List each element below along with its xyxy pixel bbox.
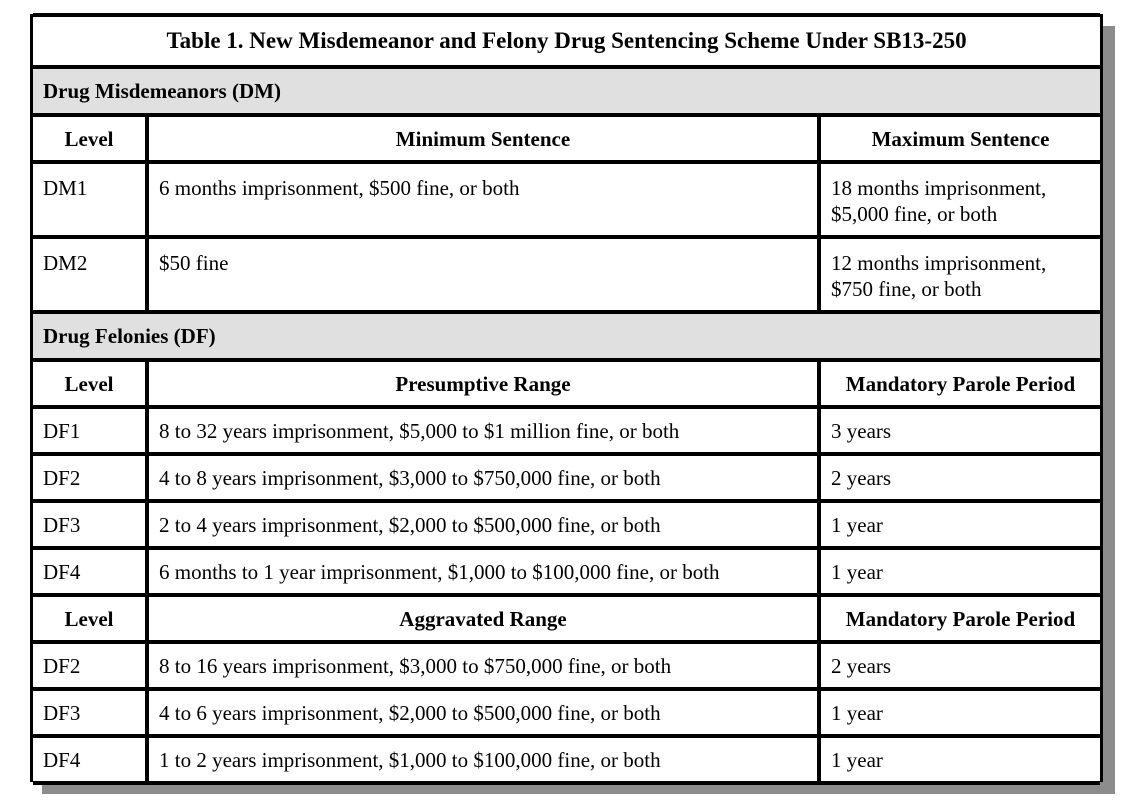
column-header-minimum: Minimum Sentence [145, 117, 817, 160]
column-header-parole: Mandatory Parole Period [817, 597, 1100, 640]
column-header-level: Level [33, 597, 145, 640]
maximum-sentence-line: 18 months imprisonment, [831, 176, 1047, 200]
table-row [33, 550, 1100, 593]
header-row-misdemeanors [33, 117, 1100, 160]
column-header-level: Level [33, 117, 145, 160]
range-cell: 6 months to 1 year imprisonment, $1,000 to $100,000 fine, or both [145, 550, 817, 593]
column-header-presumptive-range: Presumptive Range [145, 362, 817, 405]
level-cell: DF3 [33, 503, 145, 546]
level-cell: DM1 [33, 164, 145, 235]
parole-cell: 3 years [817, 409, 1100, 452]
header-row-aggravated [33, 597, 1100, 640]
table-title-row [33, 17, 1100, 65]
table-row [33, 456, 1100, 499]
parole-cell: 1 year [817, 738, 1100, 781]
sentencing-table-frame [30, 14, 1103, 782]
column-header-level: Level [33, 362, 145, 405]
range-cell: 8 to 32 years imprisonment, $5,000 to $1 million fine, or both [145, 409, 817, 452]
column-header-parole: Mandatory Parole Period [817, 362, 1100, 405]
header-row-presumptive [33, 362, 1100, 405]
range-cell: 8 to 16 years imprisonment, $3,000 to $750,000 fine, or both [145, 644, 817, 687]
section-row-felonies [33, 314, 1100, 358]
range-cell: 1 to 2 years imprisonment, $1,000 to $100,000 fine, or both [145, 738, 817, 781]
table-row [33, 691, 1100, 734]
range-cell: 2 to 4 years imprisonment, $2,000 to $500,000 fine, or both [145, 503, 817, 546]
section-row-misdemeanors [33, 69, 1100, 113]
section-label-misdemeanors: Drug Misdemeanors (DM) [33, 69, 1100, 113]
maximum-sentence-line: 12 months imprisonment, [831, 251, 1047, 275]
range-cell: 4 to 8 years imprisonment, $3,000 to $750,000 fine, or both [145, 456, 817, 499]
minimum-sentence-cell: $50 fine [145, 239, 817, 310]
table-row [33, 644, 1100, 687]
table-row [33, 409, 1100, 452]
parole-cell: 1 year [817, 503, 1100, 546]
level-cell: DM2 [33, 239, 145, 310]
parole-cell: 1 year [817, 691, 1100, 734]
maximum-sentence-cell [817, 239, 1100, 310]
table-title: Table 1. New Misdemeanor and Felony Drug Sentencing Scheme Under SB13-250 [33, 17, 1100, 65]
sentencing-table [33, 13, 1100, 785]
parole-cell: 1 year [817, 550, 1100, 593]
column-header-aggravated-range: Aggravated Range [145, 597, 817, 640]
maximum-sentence-line: $750 fine, or both [831, 277, 982, 301]
maximum-sentence-cell [817, 164, 1100, 235]
level-cell: DF2 [33, 456, 145, 499]
section-label-felonies: Drug Felonies (DF) [33, 314, 1100, 358]
parole-cell: 2 years [817, 644, 1100, 687]
level-cell: DF4 [33, 550, 145, 593]
minimum-sentence-cell: 6 months imprisonment, $500 fine, or both [145, 164, 817, 235]
maximum-sentence-line: $5,000 fine, or both [831, 202, 998, 226]
table-row [33, 164, 1100, 235]
level-cell: DF3 [33, 691, 145, 734]
level-cell: DF4 [33, 738, 145, 781]
level-cell: DF1 [33, 409, 145, 452]
range-cell: 4 to 6 years imprisonment, $2,000 to $500,000 fine, or both [145, 691, 817, 734]
table-row [33, 738, 1100, 781]
level-cell: DF2 [33, 644, 145, 687]
table-row [33, 239, 1100, 310]
parole-cell: 2 years [817, 456, 1100, 499]
column-header-maximum: Maximum Sentence [817, 117, 1100, 160]
table-row [33, 503, 1100, 546]
